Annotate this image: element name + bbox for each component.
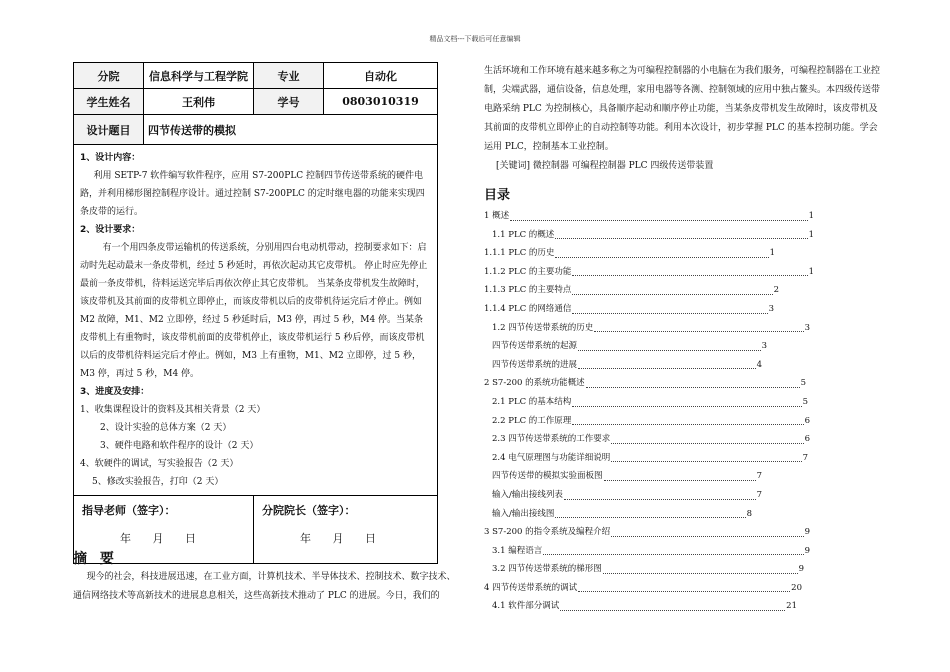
toc-entry-text: 3.1 编程语言 [492,545,543,556]
toc-entry[interactable] [484,281,779,300]
toc-title: 目录 [484,188,511,203]
toc-leader-dots [578,591,790,592]
major-value: 自动化 [324,63,438,89]
student-label: 学生姓名 [74,89,144,115]
toc-leader-dots [555,238,807,239]
toc-entry[interactable] [484,542,810,561]
toc-leader-dots [578,368,756,369]
toc-entry-text: 4 四节传送带系统的调试 [484,582,578,593]
toc-page-number: 7 [802,452,808,463]
toc-entry[interactable] [484,505,752,524]
toc-leader-dots [586,387,800,388]
abstract-title: 摘 要 [73,551,118,567]
toc-entry-text: 输入/输出接线列表 [492,489,563,500]
toc-entry[interactable] [484,226,814,245]
header-note: 精品文档---下载后可任意编辑 [429,35,521,43]
toc-entry-text: 四节传送带系统的进展 [492,359,578,370]
toc-leader-dots [572,275,807,276]
toc-leader-dots [555,257,768,258]
toc-entry[interactable] [484,244,775,263]
toc-leader-dots [572,424,803,425]
toc-page-number: 1 [808,229,814,240]
toc-entry-text: 4.1 软件部分调试 [492,601,560,612]
dept-value: 信息科学与工程学院 [144,63,254,89]
dean-signature-label: 分院院长（签字）： [262,504,356,517]
toc-entry[interactable] [484,374,806,393]
toc-entry-text: 1.1.1 PLC 的历史 [484,248,555,259]
toc-leader-dots [555,517,745,518]
toc-leader-dots [572,294,772,295]
toc-page-number: 6 [804,415,810,426]
abstract-keywords: [关键词] 微控制器 可编程控制器 PLC 四级传送带装置 [496,161,714,171]
toc-entry-text: 2.4 电气原理图与功能详细说明 [492,452,611,463]
toc-entry-text: 1.2 四节传送带系统的历史 [492,322,594,333]
toc-leader-dots [578,350,761,351]
toc-page-number: 8 [746,508,752,519]
toc-entry[interactable] [484,207,814,226]
schedule-item: 4、软硬件的调试，写实验报告（2 天） [80,459,239,469]
toc-page-number: 3 [768,303,774,314]
id-value: 0803010319 [324,89,438,115]
toc-entry-text: 2.3 四节传送带系统的工作要求 [492,434,611,445]
toc-page-number: 4 [756,359,762,370]
toc-page-number: 7 [756,489,762,500]
schedule-item: 3、硬件电路和软件程序的设计（2 天） [100,441,259,451]
toc-entry[interactable] [484,263,814,282]
toc-page-number: 6 [804,434,810,445]
toc-leader-dots [594,331,803,332]
toc-entry[interactable] [484,449,808,468]
toc-entry[interactable] [484,319,810,338]
toc-leader-dots [611,461,801,462]
toc-page-number: 9 [804,545,810,556]
toc-entry-text: 3.2 四节传送带系统的梯形图 [492,564,602,575]
toc-entry[interactable] [484,597,797,616]
right-column [484,62,880,616]
dean-date: 年 月 日 [300,532,376,545]
major-label: 专业 [254,63,324,89]
toc-entry-text: 2.2 PLC 的工作原理 [492,415,572,426]
abstract-text-left: 现今的社会，科技进展迅速，在工业方面，计算机技术、半导体技术、控制技术、数字技术、通信网络技术等高新技术的进展息息相关，这些高新技术推动了 PLC 的进展。今日，我们的 [73,572,456,601]
dean-signature-cell [254,496,438,564]
toc-leader-dots [510,220,807,221]
toc-page-number: 5 [802,396,808,407]
toc-entry[interactable] [484,393,808,412]
toc-page-number: 2 [773,285,779,296]
toc-entry-text: 2 S7-200 的系统功能概述 [484,378,585,389]
section-design-content-text: 利用 SETP-7 软件编写软件程序，应用 S7-200PLC 控制四节传送带系统的硬件电路，并利用梯形图控制程序设计。通过控制 S7-200PLC 的定时继电器的功能来实现四条皮带的运行。 [80,171,425,217]
section-design-requirements-title: 2、设计要求： [80,225,141,235]
toc-leader-dots [572,406,801,407]
section-design-content-title: 1、设计内容： [80,153,141,163]
toc-entry-text: 3 S7-200 的指令系统及编程介绍 [484,527,611,538]
toc-page-number: 20 [791,582,802,593]
toc-entry-text: 1.1.2 PLC 的主要功能 [484,266,572,277]
abstract-text-right: 生活环境和工作环境有越来越多称之为可编程控制器的小电脑在为我们服务，可编程控制器在工业控制，尖端武器，通信设备，信息处理，家用电器等各测、控制领域的应用中独占鳌头。本四级传送带电路采纳 PLC 为控制核心，具备顺序起动和顺序停止功能，当某条皮带机发生故障时，该皮带机及其前面的皮带机立即停止的自动控制等功能。利用本次设计，初步掌握 PLC 的基本控制功能。学会运用 PLC，控制基本工业控制。 [484,66,881,152]
toc-entry-text: 四节传送带的模拟实验面板图 [492,471,603,482]
toc-entry[interactable] [484,412,810,431]
toc-entry-text: 1 概述 [484,211,510,221]
toc-entry-text: 1.1.4 PLC 的网络通信 [484,303,572,314]
toc-entry-text: 输入/输出接线图 [492,508,555,519]
topic-label: 设计题目 [74,115,144,145]
toc-leader-dots [611,536,803,537]
toc-entry-text: 四节传送带系统的起源 [492,341,578,352]
toc-entry[interactable] [484,356,762,375]
toc-entry[interactable] [484,337,767,356]
toc-entry[interactable] [484,300,774,319]
toc-entry-text: 2.1 PLC 的基本结构 [492,396,572,407]
toc-page-number: 21 [786,601,797,612]
toc-leader-dots [611,443,803,444]
student-value: 王利伟 [144,89,254,115]
section-schedule-title: 3、进度及安排： [80,387,150,397]
table-of-contents [484,207,880,616]
toc-page-number: 1 [769,248,775,259]
toc-entry[interactable] [484,486,762,505]
toc-page-number: 3 [761,341,767,352]
toc-entry[interactable] [484,523,810,542]
advisor-date: 年 月 日 [120,532,196,545]
toc-entry[interactable] [484,467,762,486]
dept-label: 分院 [74,63,144,89]
toc-leader-dots [560,610,785,611]
toc-page-number: 3 [804,322,810,333]
toc-leader-dots [572,313,767,314]
toc-leader-dots [543,554,803,555]
toc-leader-dots [604,480,756,481]
toc-leader-dots [603,573,798,574]
id-label: 学号 [254,89,324,115]
toc-entry[interactable] [484,560,804,579]
toc-entry[interactable] [484,579,802,598]
toc-page-number: 9 [804,527,810,538]
schedule-item: 1、收集课程设计的资料及其相关背景（2 天） [80,405,266,415]
toc-page-number: 1 [808,266,814,277]
toc-page-number: 7 [756,471,762,482]
advisor-signature-label: 指导老师（签字）： [82,504,176,517]
toc-page-number: 5 [800,378,806,389]
toc-entry-text: 1.1.3 PLC 的主要特点 [484,285,572,296]
toc-entry[interactable] [484,430,810,449]
task-body [74,145,438,496]
toc-entry-text: 1.1 PLC 的概述 [492,229,555,240]
design-task-table [73,62,438,564]
section-design-requirements-text: 有一个用四条皮带运输机的传送系统，分别用四台电动机带动，控制要求如下：启动时先起动最末一条皮带机，经过 5 秒延时，再依次起动其它皮带机。 停止时应先停止最前一条皮带机，待料运送完毕后再依次停止其它皮带机。 当某条皮带机发生故障时，该皮带机及其前面的皮带机立即停止，而该皮带机以后的皮带机待运完后才停止。例如 M2 故障，M1、M2 立即停，经过 5 秒延时后，M3 停，再过 5 秒，M4 停。当某条皮带机上有重物时，该皮带机前面的皮带机停止，该皮带机运行 5 秒后停，而该皮带机以后的皮带机待料运完后才停止。例如，M3 上有重物，M1、M2 立即停，过 5 秒，M3 停，再过 5 秒，M4 停。 [80,243,428,379]
toc-page-number: 1 [808,211,814,221]
schedule-item: 5、修改实验报告，打印（2 天） [92,477,224,487]
toc-page-number: 9 [798,564,804,575]
toc-leader-dots [564,499,756,500]
topic-value: 四节传送带的模拟 [144,115,438,145]
schedule-item: 2、设计实验的总体方案（2 天） [100,423,232,433]
